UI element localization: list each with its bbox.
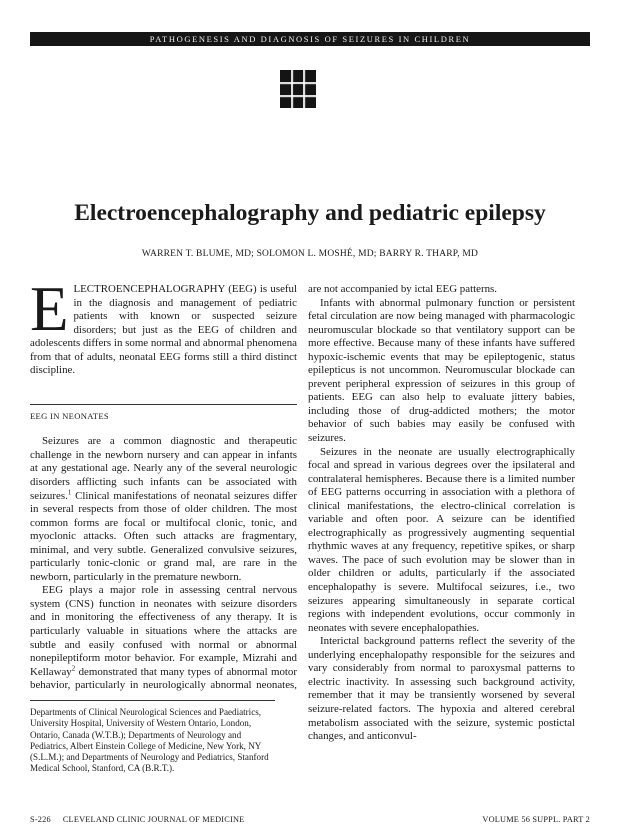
- drop-cap: E: [30, 274, 69, 344]
- article-authors: WARREN T. BLUME, MD; SOLOMON L. MOSHÉ, MD; BARRY R. THARP, MD: [141, 249, 479, 259]
- paragraph: EEG plays a major role in assessing central nervous system (CNS) function in neonates with seizure disorders and in monitoring the effectiveness of any therapy. It is particularly valuable in situations where the attacks are subtle and easily confused with normal or abnormal nonepileptiform motor behavior. For example, Mizrahi and Kellaway$^2$ demonstrated that many types of abnormal motor behavior, particularly in neurologically abnormal neonates,: [30, 584, 297, 692]
- section-rule: [30, 404, 297, 405]
- intro-text: LECTROENCEPHALOGRAPHY (EEG) is useful in the diagnosis and management of pediatric patients with known or suspected seizure disorders; but just as the EEG of children and adolescents differs in some normal and abnormal phenomena from that of adults, neonatal EEG forms still a third distinct discipline.: [30, 283, 297, 377]
- reference-marker: 1: [67, 487, 72, 496]
- footer-left: [30, 815, 244, 824]
- journal-name: CLEVELAND CLINIC JOURNAL OF MEDICINE: [62, 815, 245, 824]
- affiliation-footnote: [30, 700, 275, 775]
- paragraph: Seizures are a common diagnostic and therapeutic challenge in the newborn nursery and can appear in infants at any gestational age. Nearly any of the several neurologic disorders afflicting such infants can be associated with seizures.$^1$ Clinical manifestations of neonatal seizures differ in several respects from those of older children. The most common forms are focal or multifocal clonic, tonic, and myoclonic attacks. Often such attacks are fragmentary, minimal, and very subtle. Generalized convulsive seizures, particularly tonic-clonic or grand mal, are rare in the newborn, particularly in the premature newborn.: [30, 435, 297, 583]
- left-column: [30, 274, 297, 693]
- section-heading: EEG IN NEONATES: [30, 410, 109, 421]
- footnote-text: Departments of Clinical Neurological Sciences and Paediatrics, University Hospital, University of Western Ontario, London, Ontario, Canada (W.T.B.); Departments of Neurology and Pediatrics, Albert Einstein College of Medicine, New York, NY (S.L.M.); and Departments of Neurology and Pediatrics, Stanford Medical School, Stanford, CA (B.R.T.).: [30, 707, 269, 774]
- running-header-banner: PATHOGENESIS AND DIAGNOSIS OF SEIZURES IN CHILDREN: [30, 32, 590, 46]
- page-number: S-226: [30, 815, 51, 824]
- volume-info: VOLUME 56 SUPPL. PART 2: [482, 815, 590, 824]
- paragraph: Interictal background patterns reflect the severity of the underlying encephalopathy responsible for the seizures and vary considerably from normal to paroxysmal patterns to electric inactivity. In assessing such background activity, remember that it may be transiently worsened by several seizure-related factors. The hypoxia and altered cerebral metabolism associated with the seizure, systemic postictal changes, and anticonvul-: [308, 635, 575, 743]
- journal-logo-icon: [280, 70, 316, 108]
- paragraph: Seizures in the neonate are usually electrographically focal and spread in various degrees over the ipsilateral and contralateral hemispheres. Because there is a limited number of EEG patterns occurring in association with a plethora of clinical manifestations, the electro-clinical correlation is variable and often poor. A seizure can be identified electrographically as progressively augmenting sequential rhythmic waves at any frequency, repetitive spikes, or sharp waves. The pace of such evolution may be slower than in older children or adults, particularly if the associated encephalopathy is severe. Multifocal seizures, i.e., two seizures appearing simultaneously in separate cortical regions with independent evolutions, occur commonly in neonates with severe encephalopathies.: [308, 445, 575, 634]
- paragraph: Infants with abnormal pulmonary function or persistent fetal circulation are now being managed with pharmacologic neuromuscular blockade so that ventilatory support can be more effective. Because many of these infants have suffered hypoxic-ischemic events that may be epileptogenic, status epilepticus is not uncommon. Neuromuscular blockade can prevent peripheral expression of seizures in this group of patients. EEG can also help to evaluate jittery babies, including those of drug-addicted mothers; the motor behavior of such babies may easily be confused with seizures.: [308, 296, 575, 445]
- right-column: [308, 283, 575, 744]
- reference-marker: 2: [71, 664, 76, 673]
- footnote-rule: [30, 700, 275, 701]
- article-title: Electroencephalography and pediatric epilepsy: [74, 200, 546, 226]
- paragraph-continued: are not accompanied by ictal EEG patterns.: [308, 283, 497, 295]
- intro-paragraph: [30, 274, 297, 378]
